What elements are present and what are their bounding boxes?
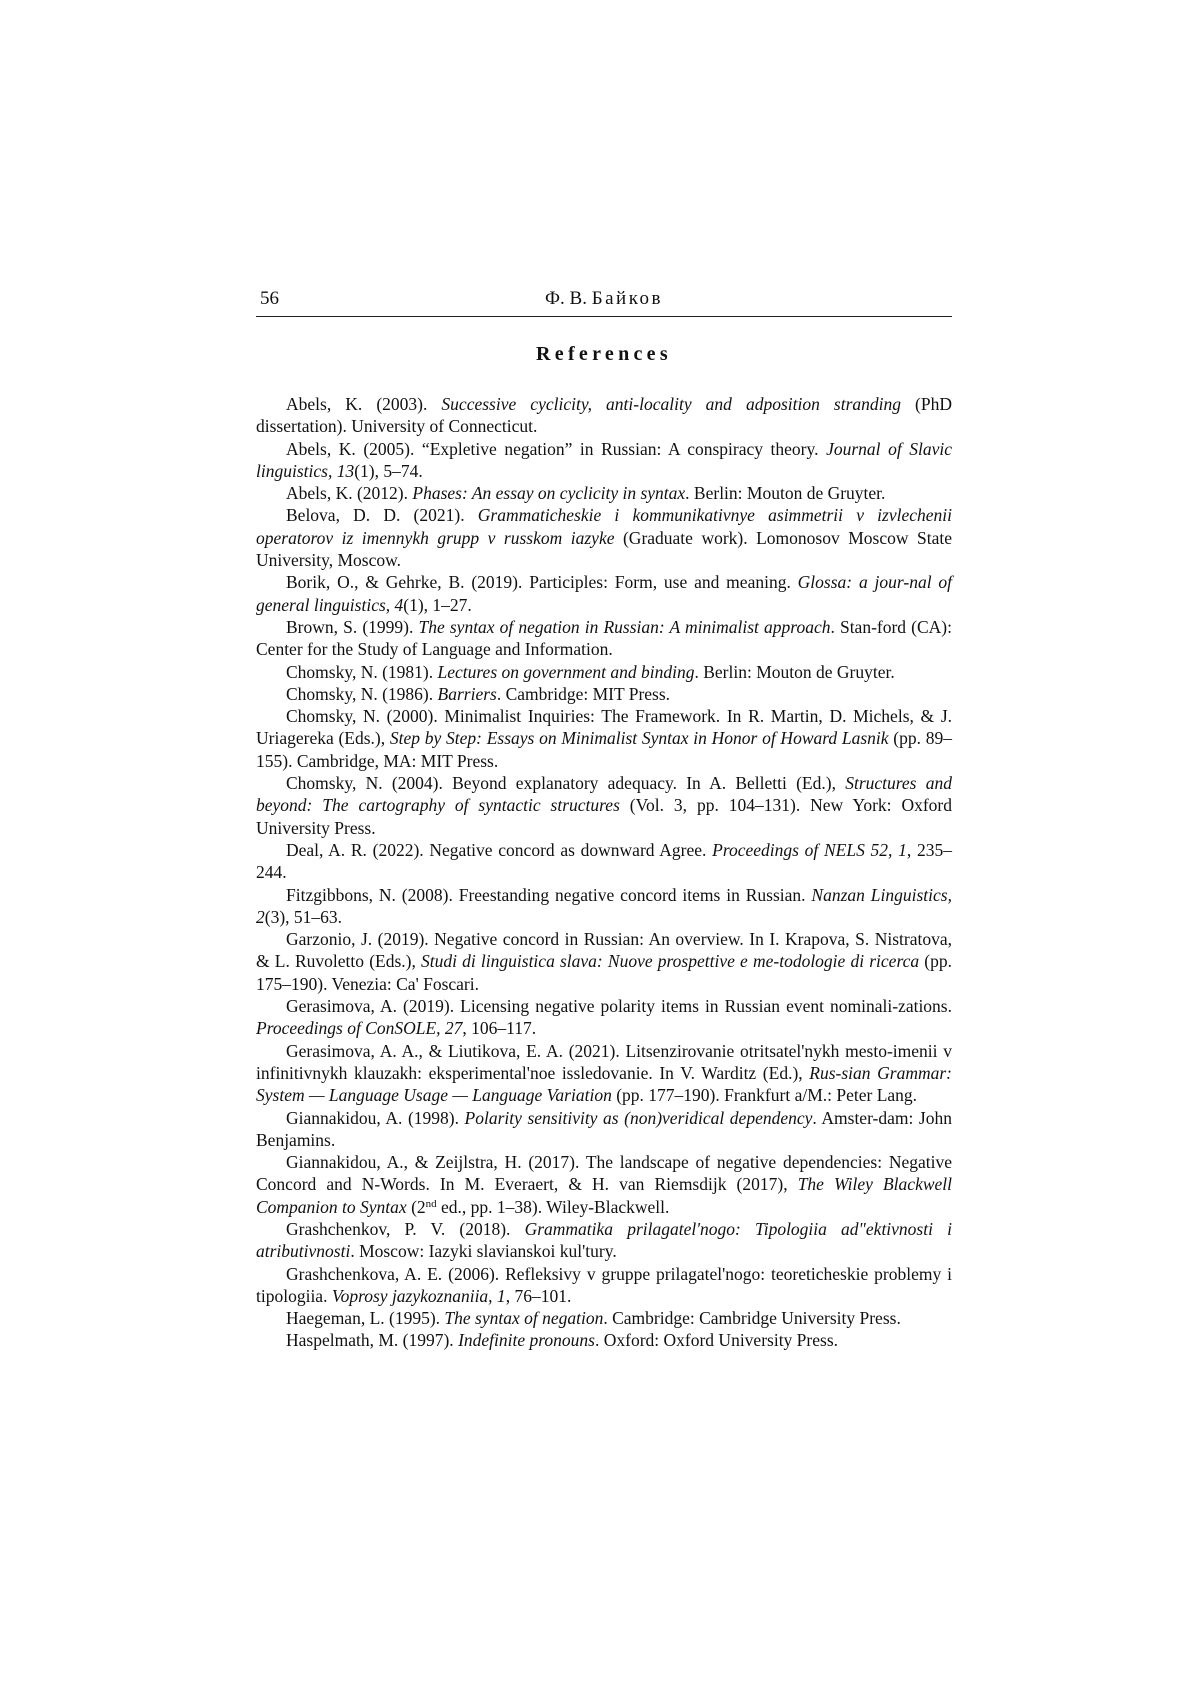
reference-text: . Stan-ford (CA): Center for the Study of Language and Information. xyxy=(256,616,952,660)
italic-title: Step by Step: Essays on Minimalist Syntax in Honor of Howard Lasnik xyxy=(389,728,889,749)
reference-text: Haegeman, L. (1995). xyxy=(286,1308,445,1329)
reference-entry xyxy=(256,504,952,571)
reference-entry xyxy=(256,772,952,839)
reference-entry xyxy=(256,884,952,929)
italic-title: The Wiley Blackwell Companion to Syntax xyxy=(256,1174,952,1217)
reference-entry xyxy=(256,1151,952,1218)
italic-title: Proceedings of ConSOLE, 27 xyxy=(256,1018,463,1039)
italic-title: Structures and beyond: The cartography of syntactic structures xyxy=(256,773,952,816)
reference-text: Abels, K. (2003). xyxy=(286,394,442,414)
reference-list xyxy=(256,393,952,1352)
reference-text: ed., pp. 1–38). Wiley-Blackwell. xyxy=(436,1196,670,1217)
running-head xyxy=(256,288,952,310)
reference-entry xyxy=(256,1218,952,1263)
reference-text: Deal, A. R. (2022). Negative concord as downward Agree. xyxy=(286,839,713,860)
italic-title: Indefinite pronouns xyxy=(458,1330,595,1351)
reference-text: Chomsky, N. (1981). xyxy=(286,661,438,682)
reference-text: Giannakidou, A., & Zeijlstra, H. (2017). The landscape of negative dependencies: Negative Concord and N-Words. In M. Everaert, & H. van Riemsdijk (2017), xyxy=(256,1152,952,1195)
reference-text: . Berlin: Mouton de Gruyter. xyxy=(694,661,895,682)
reference-text: (1), 1–27. xyxy=(403,594,472,615)
reference-entry xyxy=(256,1040,952,1107)
reference-text: Borik, O., & Gehrke, B. (2019). Participles: Form, use and meaning. xyxy=(286,572,798,593)
italic-title: Proceedings of NELS 52, 1 xyxy=(712,839,907,860)
reference-entry xyxy=(256,1307,952,1329)
italic-title: Glossa: a jour-nal of general linguistics, 4 xyxy=(256,572,953,615)
reference-entry xyxy=(256,571,952,616)
reference-text: Garzonio, J. (2019). Negative concord in Russian: An overview. In I. Krapova, S. Nistratova, & L. Ruvoletto (Eds.), xyxy=(256,929,952,972)
reference-text: Chomsky, N. (2004). Beyond explanatory adequacy. In A. Belletti (Ed.), xyxy=(286,773,846,794)
reference-text: . Berlin: Mouton de Gruyter. xyxy=(685,483,886,504)
section-title: References xyxy=(536,343,672,365)
reference-entry xyxy=(256,1107,952,1152)
italic-title: Journal of Slavic linguistics, 13 xyxy=(256,438,953,481)
italic-title: Phases: An essay on cyclicity in syntax xyxy=(412,483,686,504)
reference-entry xyxy=(256,1263,952,1308)
italic-title: The syntax of negation in Russian: A minimalist approach xyxy=(418,616,831,637)
reference-entry xyxy=(256,482,952,504)
reference-entry xyxy=(256,683,952,705)
reference-text: Abels, K. (2005). “Expletive negation” in Russian: A conspiracy theory. xyxy=(286,438,827,459)
superscript: nd xyxy=(425,1197,437,1210)
reference-entry xyxy=(256,661,952,683)
italic-title: The syntax of negation xyxy=(444,1308,604,1329)
reference-text: (PhD dissertation). University of Connecticut. xyxy=(256,394,953,437)
reference-text: , 106–117. xyxy=(462,1018,537,1039)
page-header xyxy=(256,288,952,317)
reference-text: . Cambridge: Cambridge University Press. xyxy=(603,1308,901,1329)
italic-title: Barriers xyxy=(437,683,497,704)
reference-text: Giannakidou, A. (1998). xyxy=(286,1107,465,1128)
page-number: 56 xyxy=(260,288,279,309)
italic-title: Successive cyclicity, anti-locality and adposition stranding xyxy=(441,394,901,414)
reference-entry xyxy=(256,839,952,884)
reference-text: . Oxford: Oxford University Press. xyxy=(594,1330,839,1351)
italic-title: Polarity sensitivity as (non)veridical dependency xyxy=(464,1107,813,1128)
reference-text: (2 xyxy=(406,1196,426,1217)
reference-text: Belova, D. D. (2021). xyxy=(286,505,478,526)
reference-text: , 235–244. xyxy=(256,839,952,883)
reference-text: (pp. 177–190). Frankfurt a/M.: Peter Lang. xyxy=(611,1085,918,1106)
italic-title: Voprosy jazykoznaniia, 1 xyxy=(331,1285,506,1306)
reference-text: . Amster-dam: John Benjamins. xyxy=(256,1107,952,1150)
reference-entry xyxy=(256,438,952,483)
italic-title: Grammaticheskie i kommunikativnye asimmetrii v izvlechenii operatorov iz imennykh grupp v russkom iazyke xyxy=(256,505,952,548)
author-surname: Байков xyxy=(591,288,663,309)
reference-text: Haspelmath, M. (1997). xyxy=(286,1330,459,1351)
italic-title: Lectures on government and binding xyxy=(437,661,695,682)
italic-title: Studi di linguistica slava: Nuove prospettive e me-todologie di ricerca xyxy=(421,951,920,972)
reference-text: Grashchenkova, A. E. (2006). Refleksivy v gruppe prilagatel'nogo: teoreticheskie problemy i tipologiia. xyxy=(256,1263,952,1306)
reference-entry xyxy=(256,1329,952,1351)
reference-text: . Moscow: Iazyki slavianskoi kul'tury. xyxy=(350,1241,617,1262)
italic-title: Rus-sian Grammar: System — Language Usage — Language Variation xyxy=(256,1062,952,1106)
reference-text: Chomsky, N. (2000). Minimalist Inquiries: The Framework. In R. Martin, D. Michels, & J. Uriagereka (Eds.), xyxy=(256,706,952,749)
reference-text: Abels, K. (2012). xyxy=(286,483,413,504)
reference-text: Chomsky, N. (1986). xyxy=(286,683,438,704)
reference-entry xyxy=(256,705,952,772)
reference-text: (1), 5–74. xyxy=(354,460,423,481)
italic-title: Grammatika prilagatel'nogo: Tipologiia ad"ektivnosti i atributivnosti xyxy=(256,1218,952,1262)
reference-text: . Cambridge: MIT Press. xyxy=(496,683,671,704)
reference-text: , 76–101. xyxy=(505,1285,572,1306)
reference-text: Brown, S. (1999). xyxy=(286,616,419,637)
reference-text: (Vol. 3, pp. 104–131). New York: Oxford University Press. xyxy=(256,795,952,838)
reference-entry xyxy=(256,928,952,995)
reference-text: (pp. 89–155). Cambridge, MA: MIT Press. xyxy=(256,728,952,771)
reference-text: Grashchenkov, P. V. (2018). xyxy=(286,1218,525,1239)
reference-text: (Graduate work). Lomonosov Moscow State University, Moscow. xyxy=(256,527,952,571)
reference-entry xyxy=(256,995,952,1040)
reference-entry xyxy=(256,616,952,661)
italic-title: Nanzan Linguistics, 2 xyxy=(256,884,952,927)
reference-text: Fitzgibbons, N. (2008). Freestanding negative concord items in Russian. xyxy=(286,884,812,905)
reference-entry xyxy=(256,393,952,438)
reference-text: Gerasimova, A. A., & Liutikova, E. A. (2021). Litsenzirovanie otritsatel'nykh mesto-imenii v infinitivnykh klauzakh: eksperimental'noe issledovanie. In V. Warditz (Ed.), xyxy=(256,1040,952,1083)
author-initials: Ф. В. xyxy=(545,288,592,309)
reference-text: (3), 51–63. xyxy=(264,906,343,927)
reference-text: Gerasimova, A. (2019). Licensing negative polarity items in Russian event nominali-zations. xyxy=(286,996,952,1017)
reference-text: (pp. 175–190). Venezia: Ca' Foscari. xyxy=(256,951,953,994)
